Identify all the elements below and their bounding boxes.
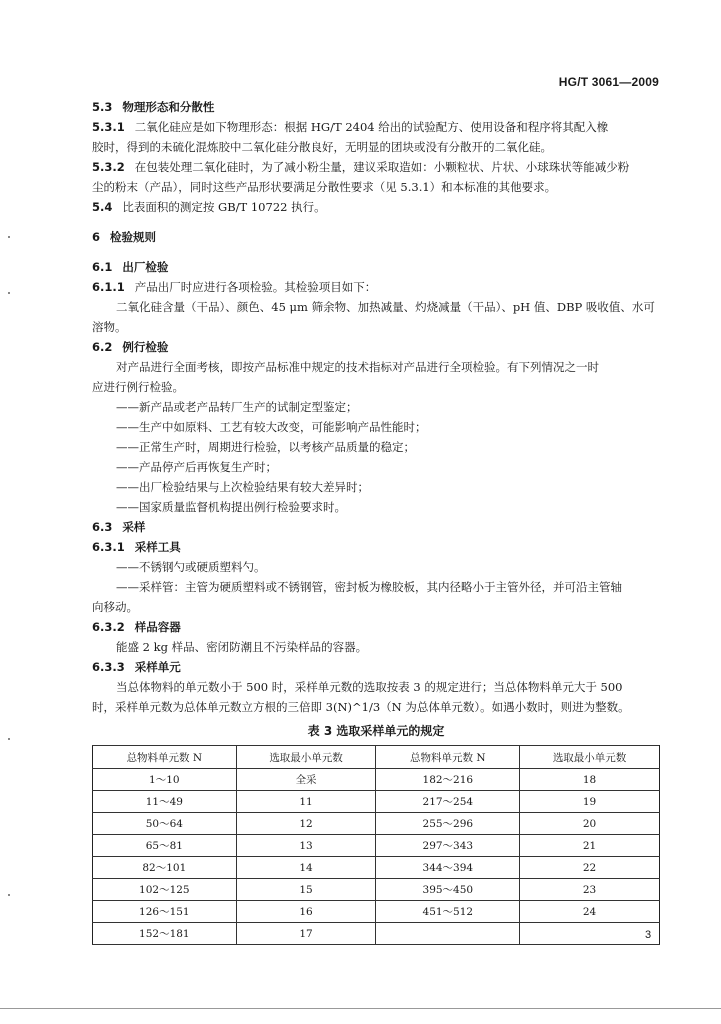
section-heading <box>92 617 660 637</box>
line-text: ——产品停产后再恢复生产时； <box>116 460 277 474</box>
line-text: 采样 <box>122 520 146 534</box>
line-text: 时，采样单元数为总体单元数立方根的三倍即 3(N)^1/3（N 为总体单元数）。如遇小数时，则进为整数。 <box>92 700 630 714</box>
table-cell: 65～81 <box>93 835 237 857</box>
table-row <box>93 791 660 813</box>
section-heading <box>92 227 660 247</box>
table-cell: 22 <box>520 857 660 879</box>
table-header-row <box>93 746 660 769</box>
line-text: ——采样管：主管为硬质塑料或不锈钢管，密封板为橡胶板，其内径略小于主管外径，并可沿主管轴 <box>116 580 622 594</box>
table-row <box>93 901 660 923</box>
section-heading <box>92 337 660 357</box>
table-cell: 13 <box>236 835 376 857</box>
table-cell <box>376 923 520 945</box>
line-text: 采样工具 <box>134 540 181 554</box>
section-heading <box>92 657 660 677</box>
document-body <box>92 97 660 945</box>
body-line <box>92 697 660 717</box>
table-cell: 217～254 <box>376 791 520 813</box>
line-text: ——生产中如原料、工艺有较大改变，可能影响产品性能时； <box>116 420 427 434</box>
clause-line <box>92 117 660 137</box>
clause-number: 6.1 <box>92 260 113 274</box>
list-item <box>92 397 660 417</box>
line-text: 胶时，得到的未硫化混炼胶中二氧化硅分散良好，无明显的团块或没有分散开的二氧化硅。 <box>92 140 552 154</box>
table-cell: 18 <box>520 769 660 791</box>
bottom-rule <box>0 1008 721 1009</box>
list-item <box>92 577 660 597</box>
table-cell: 182～216 <box>376 769 520 791</box>
line-text: 物理形态和分散性 <box>122 100 215 114</box>
clause-number: 6.3.3 <box>92 660 125 674</box>
table-cell: 395～450 <box>376 879 520 901</box>
section-gap <box>92 247 660 257</box>
table-cell: 344～394 <box>376 857 520 879</box>
table-cell: 126～151 <box>93 901 237 923</box>
paragraph-line <box>92 297 660 317</box>
table-cell: 11 <box>236 791 376 813</box>
table-cell: 297～343 <box>376 835 520 857</box>
section-gap <box>92 217 660 227</box>
table-cell: 451～512 <box>376 901 520 923</box>
line-text: 检验规则 <box>110 230 157 244</box>
scan-mark <box>8 292 10 294</box>
table-cell: 82～101 <box>93 857 237 879</box>
line-text: ——新产品或老产品转厂生产的试制定型鉴定； <box>116 400 358 414</box>
clause-line <box>92 157 660 177</box>
column-header: 选取最小单元数 <box>520 746 660 769</box>
table-cell: 15 <box>236 879 376 901</box>
line-text: 对产品进行全面考核，即按产品标准中规定的技术指标对产品进行全项检验。有下列情况之一时 <box>116 360 599 374</box>
clause-number: 5.3.2 <box>92 160 125 174</box>
table-cell: 19 <box>520 791 660 813</box>
sampling-table <box>92 745 660 945</box>
section-heading <box>92 97 660 117</box>
scan-mark <box>8 236 10 238</box>
body-line <box>92 177 660 197</box>
list-item <box>92 477 660 497</box>
clause-line <box>92 277 660 297</box>
line-text: 在包装处理二氧化硅时，为了减小粉尘量，建议采取造如：小颗粒状、片状、小球珠状等能减少粉 <box>134 160 630 174</box>
line-text: ——正常生产时，周期进行检验，以考核产品质量的稳定； <box>116 440 415 454</box>
line-text: 向移动。 <box>92 600 138 614</box>
scan-mark <box>8 738 10 740</box>
list-item <box>92 457 660 477</box>
table-cell: 14 <box>236 857 376 879</box>
table-cell: 23 <box>520 879 660 901</box>
line-text: 尘的粉末（产品），同时这些产品形状要满足分散性要求（见 5.3.1）和本标准的其他要求。 <box>92 180 557 194</box>
line-text: 应进行例行检验。 <box>92 380 184 394</box>
line-text: 当总体物料的单元数小于 500 时，采样单元数的选取按表 3 的规定进行；当总体物料单元大于 500 <box>116 680 623 694</box>
table-title: 表 3 选取采样单元的规定 <box>307 724 445 738</box>
table-cell: 11～49 <box>93 791 237 813</box>
body-line <box>92 597 660 617</box>
body-line <box>92 317 660 337</box>
list-item <box>92 437 660 457</box>
page-number: 3 <box>645 929 652 941</box>
clause-number: 6 <box>92 230 101 244</box>
clause-line <box>92 197 660 217</box>
line-text: ——不锈钢勺或硬质塑料勺。 <box>116 560 266 574</box>
table-cell: 12 <box>236 813 376 835</box>
column-header: 总物料单元数 N <box>93 746 237 769</box>
list-item <box>92 557 660 577</box>
clause-number: 6.3.2 <box>92 620 125 634</box>
table-cell: 16 <box>236 901 376 923</box>
paragraph-line <box>92 677 660 697</box>
line-text: 出厂检验 <box>122 260 169 274</box>
list-item <box>92 417 660 437</box>
column-header: 总物料单元数 N <box>376 746 520 769</box>
line-text: 例行检验 <box>122 340 169 354</box>
table-cell: 17 <box>236 923 376 945</box>
line-text: 产品出厂时应进行各项检验。其检验项目如下： <box>134 280 377 294</box>
column-header: 选取最小单元数 <box>236 746 376 769</box>
table-cell: 24 <box>520 901 660 923</box>
scan-mark <box>8 894 10 896</box>
paragraph-line <box>92 637 660 657</box>
standard-code: HG/T 3061—2009 <box>558 75 659 89</box>
table-row <box>93 923 660 945</box>
paragraph-line <box>92 357 660 377</box>
clause-number: 6.3.1 <box>92 540 125 554</box>
line-text: 二氧化硅应是如下物理形态：根据 HG/T 2404 给出的试验配方、使用设备和程序将其配入橡 <box>134 120 609 134</box>
clause-number: 6.2 <box>92 340 113 354</box>
table-row <box>93 879 660 901</box>
table-cell: 152～181 <box>93 923 237 945</box>
line-text: ——出厂检验结果与上次检验结果有较大差异时； <box>116 480 369 494</box>
clause-number: 5.3.1 <box>92 120 125 134</box>
section-heading <box>92 537 660 557</box>
line-text: 能盛 2 kg 样品、密闭防潮且不污染样品的容器。 <box>116 640 368 654</box>
table-cell: 50～64 <box>93 813 237 835</box>
body-line <box>92 377 660 397</box>
body-line <box>92 137 660 157</box>
table-row <box>93 857 660 879</box>
table-row <box>93 835 660 857</box>
line-text: 样品容器 <box>134 620 181 634</box>
table-cell: 255～296 <box>376 813 520 835</box>
section-heading <box>92 257 660 277</box>
line-text: 比表面积的测定按 GB/T 10722 执行。 <box>122 200 326 214</box>
clause-number: 6.1.1 <box>92 280 125 294</box>
line-text: 溶物。 <box>92 320 127 334</box>
table-cell <box>520 923 660 945</box>
clause-number: 6.3 <box>92 520 113 534</box>
table-row <box>93 813 660 835</box>
table-row <box>93 769 660 791</box>
table-cell: 1～10 <box>93 769 237 791</box>
clause-number: 5.3 <box>92 100 113 114</box>
table-cell: 21 <box>520 835 660 857</box>
clause-number: 5.4 <box>92 200 113 214</box>
line-text: 二氧化硅含量（干品）、颜色、45 μm 筛余物、加热减量、灼烧减量（干品）、pH 值、DBP 吸收值、水可 <box>116 300 655 314</box>
line-text: ——国家质量监督机构提出例行检验要求时。 <box>116 500 346 514</box>
line-text: 采样单元 <box>134 660 181 674</box>
table-cell: 20 <box>520 813 660 835</box>
table-cell: 全采 <box>236 769 376 791</box>
table-cell: 102～125 <box>93 879 237 901</box>
section-heading <box>92 517 660 537</box>
list-item <box>92 497 660 517</box>
